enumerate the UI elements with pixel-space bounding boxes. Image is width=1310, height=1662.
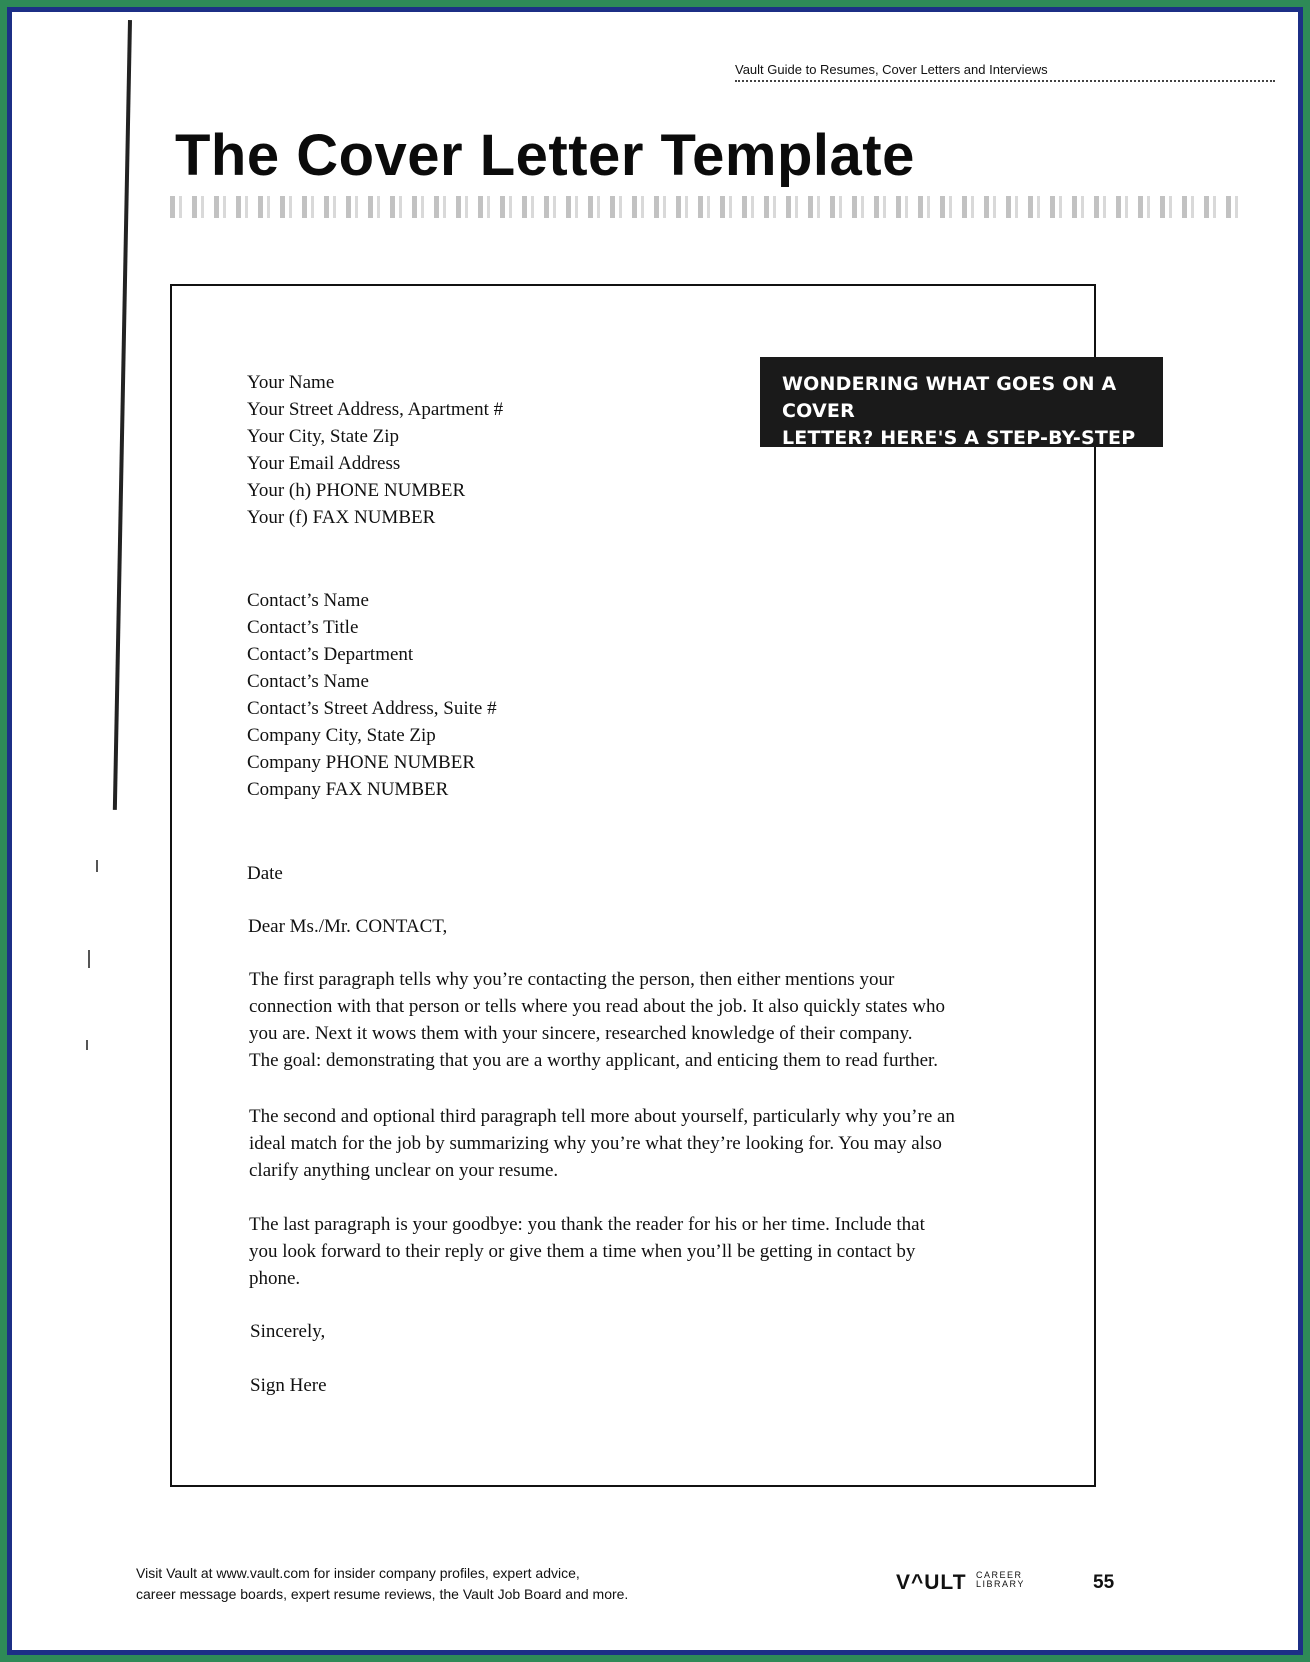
sender-line: Your Name <box>247 372 335 393</box>
paragraph-line: The second and optional third paragraph tell more about yourself, particularly why you’re an <box>249 1106 955 1127</box>
recipient-line: Contact’s Name <box>247 671 369 692</box>
paragraph-line: clarify anything unclear on your resume. <box>249 1160 559 1181</box>
vault-sub-line: LIBRARY <box>976 1579 1025 1589</box>
footer-promo <box>136 1563 628 1605</box>
callout-line: LETTER? HERE'S A STEP-BY-STEP GUIDE <box>782 427 1136 476</box>
vault-sub-line: CAREER <box>976 1570 1023 1580</box>
paragraph-line: The last paragraph is your goodbye: you thank the reader for his or her time. Include that <box>249 1214 925 1235</box>
recipient-line: Contact’s Title <box>247 617 359 638</box>
recipient-line: Company PHONE NUMBER <box>247 752 476 773</box>
sender-address-block <box>247 369 503 531</box>
recipient-line: Contact’s Department <box>247 644 414 665</box>
letter-date: Date <box>247 863 283 884</box>
callout-box <box>760 357 1163 476</box>
sender-line: Your Email Address <box>247 453 401 474</box>
paragraph-line: The goal: demonstrating that you are a worthy applicant, and enticing them to read further. <box>249 1050 939 1071</box>
scan-speck <box>96 860 98 872</box>
sender-line: Your (h) PHONE NUMBER <box>247 480 466 501</box>
recipient-line: Contact’s Name <box>247 590 369 611</box>
page-number: 55 <box>1093 1572 1115 1593</box>
sender-line: Your Street Address, Apartment # <box>247 399 504 420</box>
paragraph-line: ideal match for the job by summarizing why you’re what they’re looking for. You may also <box>249 1133 942 1154</box>
paragraph-line: The first paragraph tells why you’re contacting the person, then either mentions your <box>249 969 895 990</box>
paragraph-line: connection with that person or tells where you read about the job. It also quickly states who <box>249 996 945 1017</box>
paragraph-one <box>249 966 1049 1074</box>
footer-line: Visit Vault at www.vault.com for insider company profiles, expert advice, <box>136 1565 580 1581</box>
scan-speck <box>86 1040 88 1050</box>
recipient-address-block <box>247 587 497 803</box>
recipient-line: Contact’s Street Address, Suite # <box>247 698 497 719</box>
running-head: Vault Guide to Resumes, Cover Letters and Interviews <box>735 62 1275 82</box>
paragraph-line: phone. <box>249 1268 301 1289</box>
callout-line: WONDERING WHAT GOES ON A COVER <box>782 373 1117 422</box>
paragraph-three <box>249 1211 1049 1292</box>
title-rule <box>170 196 1240 218</box>
recipient-line: Company FAX NUMBER <box>247 779 449 800</box>
letter-signature: Sign Here <box>250 1375 327 1396</box>
page-title: The Cover Letter Template <box>175 123 915 188</box>
sender-line: Your (f) FAX NUMBER <box>247 507 436 528</box>
footer-line: career message boards, expert resume reviews, the Vault Job Board and more. <box>136 1586 629 1602</box>
vault-logo: V^ULT <box>896 1571 967 1594</box>
sender-line: Your City, State Zip <box>247 426 400 447</box>
vault-logo-subtitle <box>976 1571 1025 1589</box>
paragraph-line: you look forward to their reply or give them a time when you’ll be getting in contact by <box>249 1241 916 1262</box>
scan-speck <box>88 950 90 968</box>
letter-salutation: Dear Ms./Mr. CONTACT, <box>248 916 448 937</box>
recipient-line: Company City, State Zip <box>247 725 436 746</box>
paragraph-two <box>249 1103 1049 1184</box>
letter-closing: Sincerely, <box>250 1321 326 1342</box>
paragraph-line: you are. Next it wows them with your sincere, researched knowledge of their company. <box>249 1023 913 1044</box>
